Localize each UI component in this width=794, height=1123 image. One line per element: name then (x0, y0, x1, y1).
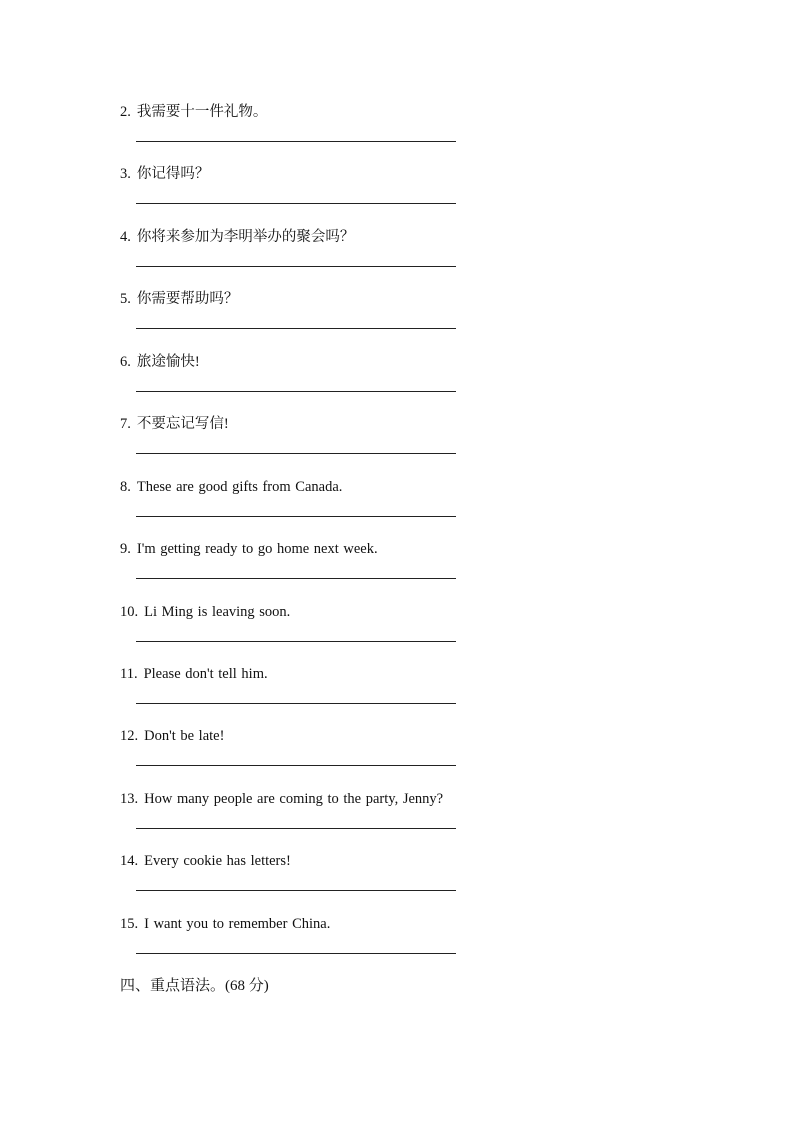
question-text (120, 414, 229, 434)
question-text (120, 102, 267, 122)
answer-line[interactable] (136, 703, 456, 704)
question-number: 11. (120, 666, 138, 682)
question-item (120, 914, 520, 976)
question-sentence: Don't be late! (144, 728, 225, 744)
question-sentence: 不要忘记写信! (136, 416, 229, 432)
answer-line[interactable] (136, 953, 456, 954)
question-text (120, 352, 200, 372)
answer-line[interactable] (136, 391, 456, 392)
question-number: 10. (120, 604, 139, 620)
question-number: 7. (120, 416, 131, 432)
question-item (120, 289, 520, 351)
question-text (120, 789, 443, 809)
question-sentence: I want you to remember China. (144, 916, 331, 932)
answer-line[interactable] (136, 641, 456, 642)
question-text (120, 289, 238, 309)
answer-line[interactable] (136, 828, 456, 829)
question-number: 8. (120, 479, 131, 495)
question-text (120, 664, 268, 684)
question-text (120, 851, 291, 871)
question-item (120, 102, 520, 164)
answer-line[interactable] (136, 203, 456, 204)
question-text (120, 477, 342, 497)
question-item (120, 851, 520, 913)
question-number: 13. (120, 791, 139, 807)
question-sentence: 你需要帮助吗？ (136, 291, 239, 307)
answer-line[interactable] (136, 453, 456, 454)
question-item (120, 477, 520, 539)
question-number: 12. (120, 728, 139, 744)
question-item (120, 164, 520, 226)
question-sentence: These are good gifts from Canada. (136, 479, 343, 495)
answer-line[interactable] (136, 578, 456, 579)
question-item (120, 227, 520, 289)
question-sentence: How many people are coming to the party, Jenny? (144, 791, 444, 807)
question-item (120, 539, 520, 601)
question-sentence: 你记得吗？ (136, 166, 210, 182)
section-heading: 四、重点语法。(68 分) (120, 978, 269, 994)
question-text (120, 914, 330, 934)
question-text (120, 539, 378, 559)
question-sentence: Please don't tell him. (143, 666, 268, 682)
question-number: 4. (120, 229, 131, 245)
question-item (120, 789, 520, 851)
question-number: 5. (120, 291, 131, 307)
question-number: 9. (120, 541, 131, 557)
answer-line[interactable] (136, 516, 456, 517)
question-number: 2. (120, 104, 131, 120)
question-number: 3. (120, 166, 131, 182)
question-number: 14. (120, 853, 139, 869)
question-number: 15. (120, 916, 139, 932)
answer-line[interactable] (136, 141, 456, 142)
question-sentence: I'm getting ready to go home next week. (136, 541, 378, 557)
answer-line[interactable] (136, 266, 456, 267)
question-item (120, 352, 520, 414)
question-text (120, 164, 209, 184)
question-sentence: 你将来参加为李明举办的聚会吗？ (136, 229, 355, 245)
question-sentence: 我需要十一件礼物。 (136, 104, 268, 120)
question-sentence: Li Ming is leaving soon. (144, 604, 291, 620)
question-item (120, 602, 520, 664)
question-item (120, 414, 520, 476)
question-sentence: Every cookie has letters! (144, 853, 291, 869)
answer-line[interactable] (136, 328, 456, 329)
question-sentence: 旅途愉快! (136, 354, 200, 370)
question-text (120, 726, 224, 746)
answer-line[interactable] (136, 890, 456, 891)
question-item (120, 664, 520, 726)
question-number: 6. (120, 354, 131, 370)
answer-line[interactable] (136, 765, 456, 766)
question-text (120, 227, 354, 247)
question-text (120, 602, 290, 622)
question-item (120, 726, 520, 788)
